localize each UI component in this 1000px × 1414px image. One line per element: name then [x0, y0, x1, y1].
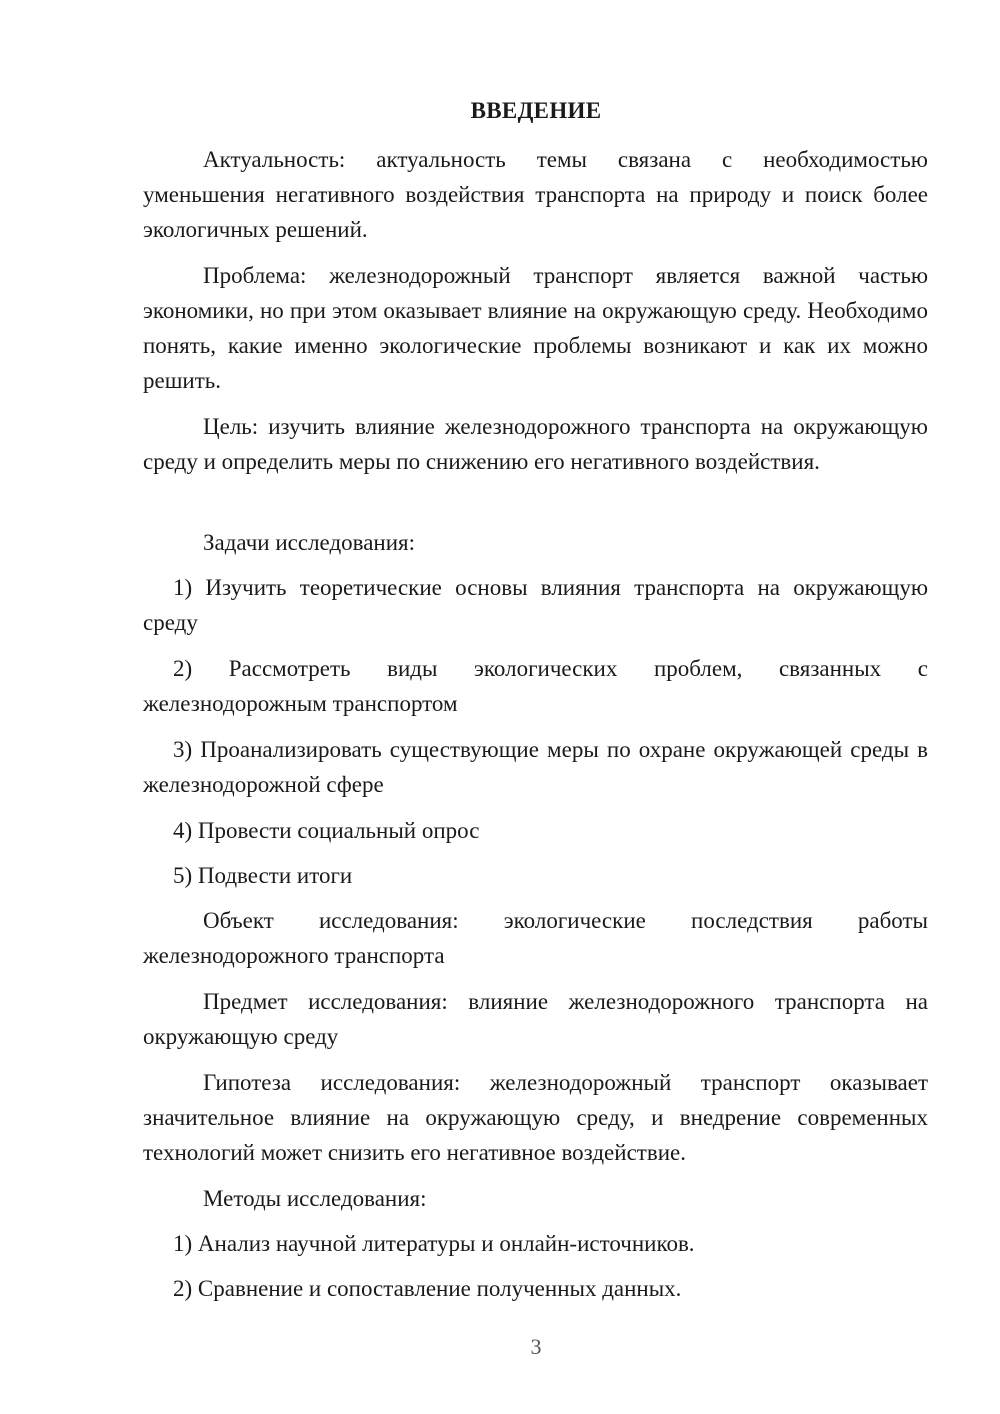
list-item-method-2: 2) Сравнение и сопоставление полученных данных.: [173, 1276, 682, 1301]
paragraph-tasks-heading: Задачи исследования:: [203, 530, 416, 555]
paragraph-methods-heading: Методы исследования:: [203, 1186, 427, 1211]
paragraph-relevance: Актуальность: актуальность темы связана с необходимостью уменьшения негативного воздействия транспорта на природу и поиск более экологичных решений.: [143, 147, 928, 242]
section-title: ВВЕДЕНИЕ: [470, 98, 602, 123]
paragraph-problem: Проблема: железнодорожный транспорт является важной частью экономики, но при этом оказывает влияние на окружающую среду. Необходимо понять, какие именно экологические проблемы возникают и как их можно решить.: [143, 263, 928, 393]
list-item-task-2: 2) Рассмотреть виды экологических проблем, связанных с железнодорожным транспортом: [143, 656, 928, 716]
list-item-task-3: 3) Проанализировать существующие меры по охране окружающей среды в железнодорожной сфере: [143, 737, 928, 797]
list-item-task-4: 4) Провести социальный опрос: [173, 818, 480, 843]
paragraph-goal: Цель: изучить влияние железнодорожного транспорта на окружающую среду и определить меры по снижению его негативного воздействия.: [143, 414, 928, 474]
list-item-task-5: 5) Подвести итоги: [173, 863, 353, 888]
list-item-task-1: 1) Изучить теоретические основы влияния транспорта на окружающую среду: [143, 575, 928, 635]
list-item-method-1: 1) Анализ научной литературы и онлайн-источников.: [173, 1231, 695, 1256]
paragraph-hypothesis: Гипотеза исследования: железнодорожный транспорт оказывает значительное влияние на окружающую среду, и внедрение современных технологий может снизить его негативное воздействие.: [143, 1070, 928, 1165]
page-number: 3: [530, 1334, 542, 1359]
paragraph-object: Объект исследования: экологические последствия работы железнодорожного транспорта: [143, 908, 928, 968]
paragraph-subject: Предмет исследования: влияние железнодорожного транспорта на окружающую среду: [143, 989, 928, 1049]
